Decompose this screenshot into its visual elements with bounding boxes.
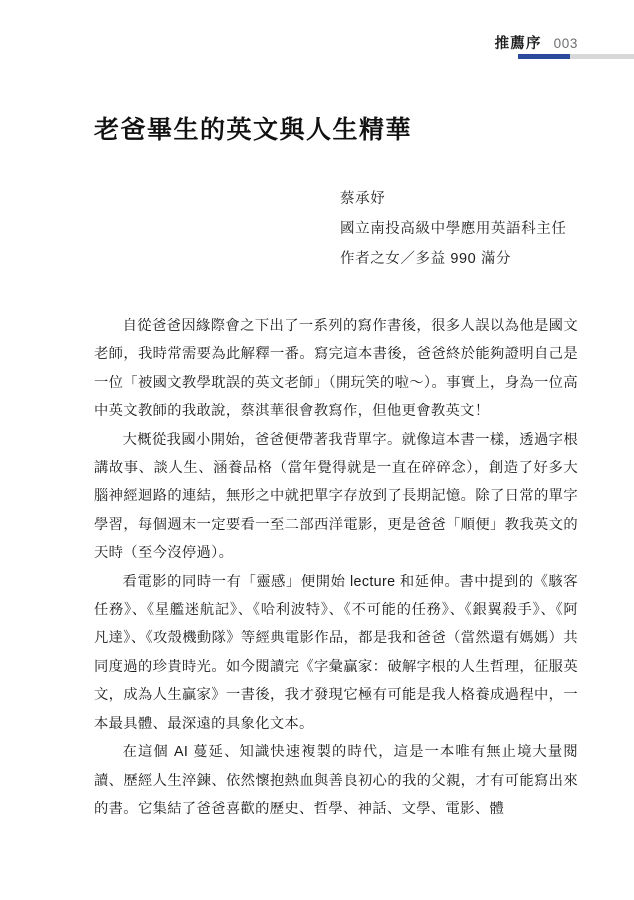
header-label-group bbox=[495, 32, 578, 53]
body-paragraph: 大概從我國小開始，爸爸便帶著我背單字。就像這本書一樣，透過字根講故事、談人生、涵養品格（當年覺得就是一直在碎碎念），創造了好多大腦神經迴路的連結，無形之中就把單字存放到了長期記憶。除了日常的單字學習，每個週末一定要看一至二部西洋電影，更是爸爸「順便」教我英文的天時（至今沒停過）。 bbox=[94, 431, 578, 562]
byline-author-name: 蔡承妤 bbox=[340, 191, 386, 207]
header-section-label: 推薦序 bbox=[494, 36, 542, 52]
body-paragraph: 看電影的同時一有「靈感」便開始 lecture 和延伸。書中提到的《駭客任務》、《星艦迷航記》、《哈利波特》、《不可能的任務》、《銀翼殺手》、《阿凡達》、《攻殼機動隊》等經典電影作品，都是我和爸爸（當然還有媽媽）共同度過的珍貴時光。如今閱讀完《字彙贏家：破解字根的人生哲理，征服英文，成為人生贏家》一書後，我才發現它極有可能是我人格養成過程中，一本最具體、最深遠的具象化文本。 bbox=[94, 573, 578, 732]
body-paragraph: 自從爸爸因緣際會之下出了一系列的寫作書後，很多人誤以為他是國文老師，我時常需要為此解釋一番。寫完這本書後，爸爸終於能夠證明自己是一位「被國文教學耽誤的英文老師」（開玩笑的啦～）。事實上，身為一位高中英文教師的我敢說，蔡淇華很會教寫作，但他更會教英文！ bbox=[94, 318, 578, 420]
byline-author-title: 國立南投高級中學應用英語科主任 bbox=[340, 221, 567, 237]
header-rule-tail bbox=[570, 54, 634, 59]
header-rule bbox=[518, 54, 634, 59]
page-number: 003 bbox=[553, 36, 578, 51]
byline-block bbox=[340, 184, 590, 274]
byline-author-relation: 作者之女／多益 990 滿分 bbox=[340, 251, 512, 267]
header-rule-accent bbox=[518, 54, 570, 59]
running-header bbox=[0, 32, 634, 66]
page-title: 老爸畢生的英文與人生精華 bbox=[94, 114, 413, 144]
body-text bbox=[94, 312, 578, 823]
body-paragraph: 在這個 AI 蔓延、知識快速複製的時代，這是一本唯有無止境大量閱讀、歷經人生淬鍊、依然懷抱熱血與善良初心的我的父親，才有可能寫出來的書。它集結了爸爸喜歡的歷史、哲學、神話、文學、電影、體 bbox=[94, 744, 578, 817]
